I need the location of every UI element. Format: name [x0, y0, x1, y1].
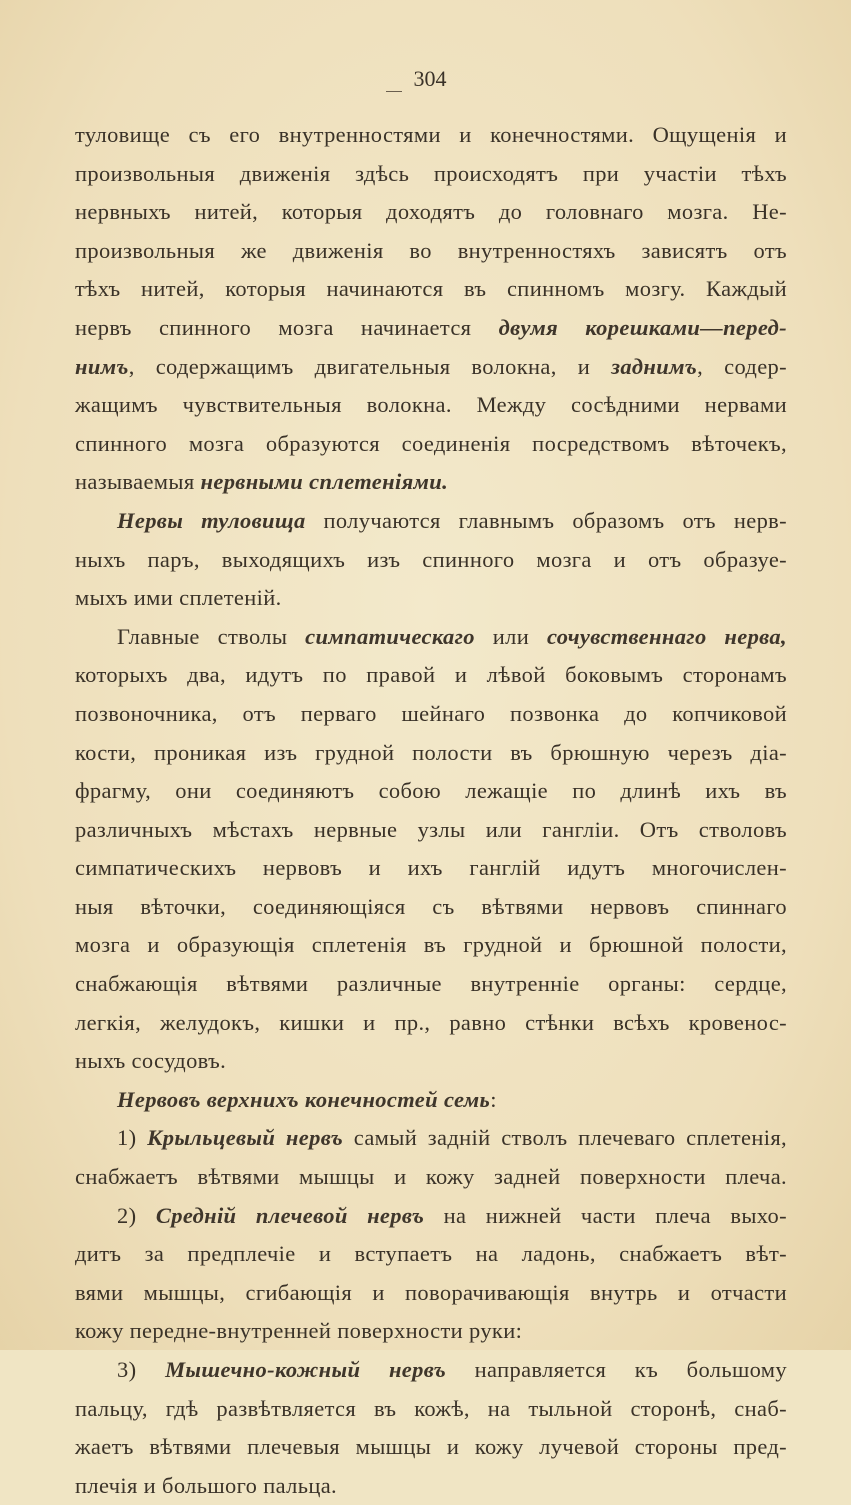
text-line: кости, проникая изъ грудной полости въ брюшную черезъ діа- — [75, 739, 787, 765]
text-line: Главные стволы симпатическаго или сочувственнаго нерва, — [117, 623, 788, 649]
text-line: легкія, желудокъ, кишки и пр., равно стѣнки всѣхъ кровенос- — [75, 1009, 787, 1035]
text-line: вями мышцы, сгибающія и поворачивающія внутрь и отчасти — [75, 1279, 787, 1305]
emphasis-sochuvstvennago-nerva: сочувственнаго нерва, — [546, 623, 788, 649]
text-line: жаетъ вѣтвями плечевыя мышцы и кожу лучевой стороны пред- — [75, 1434, 787, 1460]
text-line: различныхъ мѣстахъ нервные узлы или гангліи. Отъ стволовъ — [75, 816, 787, 842]
page-number: 304 — [400, 66, 460, 92]
text-line: Нервы туловища получаются главнымъ образомъ отъ нерв- — [117, 507, 787, 533]
text-line: мыхъ ими сплетеній. — [75, 585, 282, 611]
text-line: ныхъ паръ, выходящихъ изъ спинного мозга и отъ образуе- — [75, 546, 787, 572]
emphasis-nervy-tulovishcha: Нервы туловища — [117, 507, 306, 533]
list-item: 2) Средній плечевой нервъ на нижней части плеча выхо- — [117, 1202, 787, 1228]
text-line: кожу передне-внутренней поверхности руки: — [75, 1318, 523, 1344]
emphasis-nervov-verkhnikh: Нервовъ верхнихъ конечностей семь — [117, 1086, 491, 1112]
text-line: называемыя нервными сплетеніями. — [75, 469, 449, 495]
text-line: симпатическихъ нервовъ и ихъ ганглій идутъ многочислен- — [75, 855, 787, 881]
emphasis-simpaticheskago: симпатическаго — [305, 623, 475, 649]
text-line: снабжаетъ вѣтвями мышцы и кожу задней поверхности плеча. — [75, 1164, 787, 1190]
text-line: которыхъ два, идутъ по правой и лѣвой боковымъ сторонамъ — [75, 662, 787, 688]
text-line: дитъ за предплечіе и вступаетъ на ладонь, снабжаетъ вѣт- — [75, 1241, 787, 1267]
list-item: 1) Крыльцевый нервъ самый задній стволъ плечеваго сплетенія, — [117, 1125, 787, 1151]
text-line: пальцу, гдѣ развѣтвляется въ кожѣ, на тыльной сторонѣ, снаб- — [75, 1395, 787, 1421]
text-line: туловище съ его внутренностями и конечностями. Ощущенія и — [75, 122, 787, 147]
emphasis-srednii-plechevoi-nerv: Средній плечевой нервъ — [155, 1202, 425, 1228]
text-line: спинного мозга образуются соединенія посредствомъ вѣточекъ, — [75, 430, 787, 456]
text-line: нимъ, содержащимъ двигательныя волокна, и заднимъ, содер- — [75, 353, 787, 379]
emphasis-perednim: нимъ — [75, 353, 129, 379]
emphasis-zadnim: заднимъ — [611, 353, 698, 379]
section-heading: Нервовъ верхнихъ конечностей семь: — [117, 1086, 497, 1112]
text-line: ныя вѣточки, соединяющіяся съ вѣтвями нервовъ спиннаго — [75, 893, 787, 919]
emphasis-nervnymi-spleteniyami: нервными сплетеніями. — [200, 469, 449, 495]
text-line: произвольныя движенія здѣсь происходятъ при участіи тѣхъ — [75, 160, 787, 186]
text-line: тѣхъ нитей, которыя начинаются въ спинномъ мозгу. Каждый — [75, 276, 787, 302]
body-text — [75, 116, 787, 1505]
text-line: произвольныя же движенія во внутренностяхъ зависятъ отъ — [75, 237, 787, 263]
text-line: фрагму, они соединяютъ собою лежащіе по длинѣ ихъ въ — [75, 778, 787, 804]
text-line: плечія и большого пальца. — [75, 1472, 338, 1498]
text-line: нервъ спинного мозга начинается двумя корешками—перед- — [75, 314, 787, 340]
text-line: жащимъ чувствительныя волокна. Между сосѣдними нервами — [75, 392, 787, 418]
emphasis-dvumya-koreshkami: двумя корешками—перед- — [498, 314, 787, 340]
emphasis-myshechno-kozhnyi-nerv: Мышечно-кожный нервъ — [165, 1357, 447, 1382]
text-line: мозга и образующія сплетенія въ грудной и брюшной полости, — [75, 932, 787, 958]
text-line: позвоночника, отъ перваго шейнаго позвонка до копчиковой — [75, 700, 787, 726]
text-line: снабжающія вѣтвями различные внутренніе органы: сердце, — [75, 971, 787, 997]
list-item: 3) Мышечно-кожный нервъ направляется къ большому — [117, 1357, 787, 1382]
text-line: ныхъ сосудовъ. — [75, 1048, 227, 1074]
emphasis-krylcevyi-nerv: Крыльцевый нервъ — [147, 1125, 344, 1151]
text-line: нервныхъ нитей, которыя доходятъ до головнаго мозга. Не- — [75, 199, 787, 225]
